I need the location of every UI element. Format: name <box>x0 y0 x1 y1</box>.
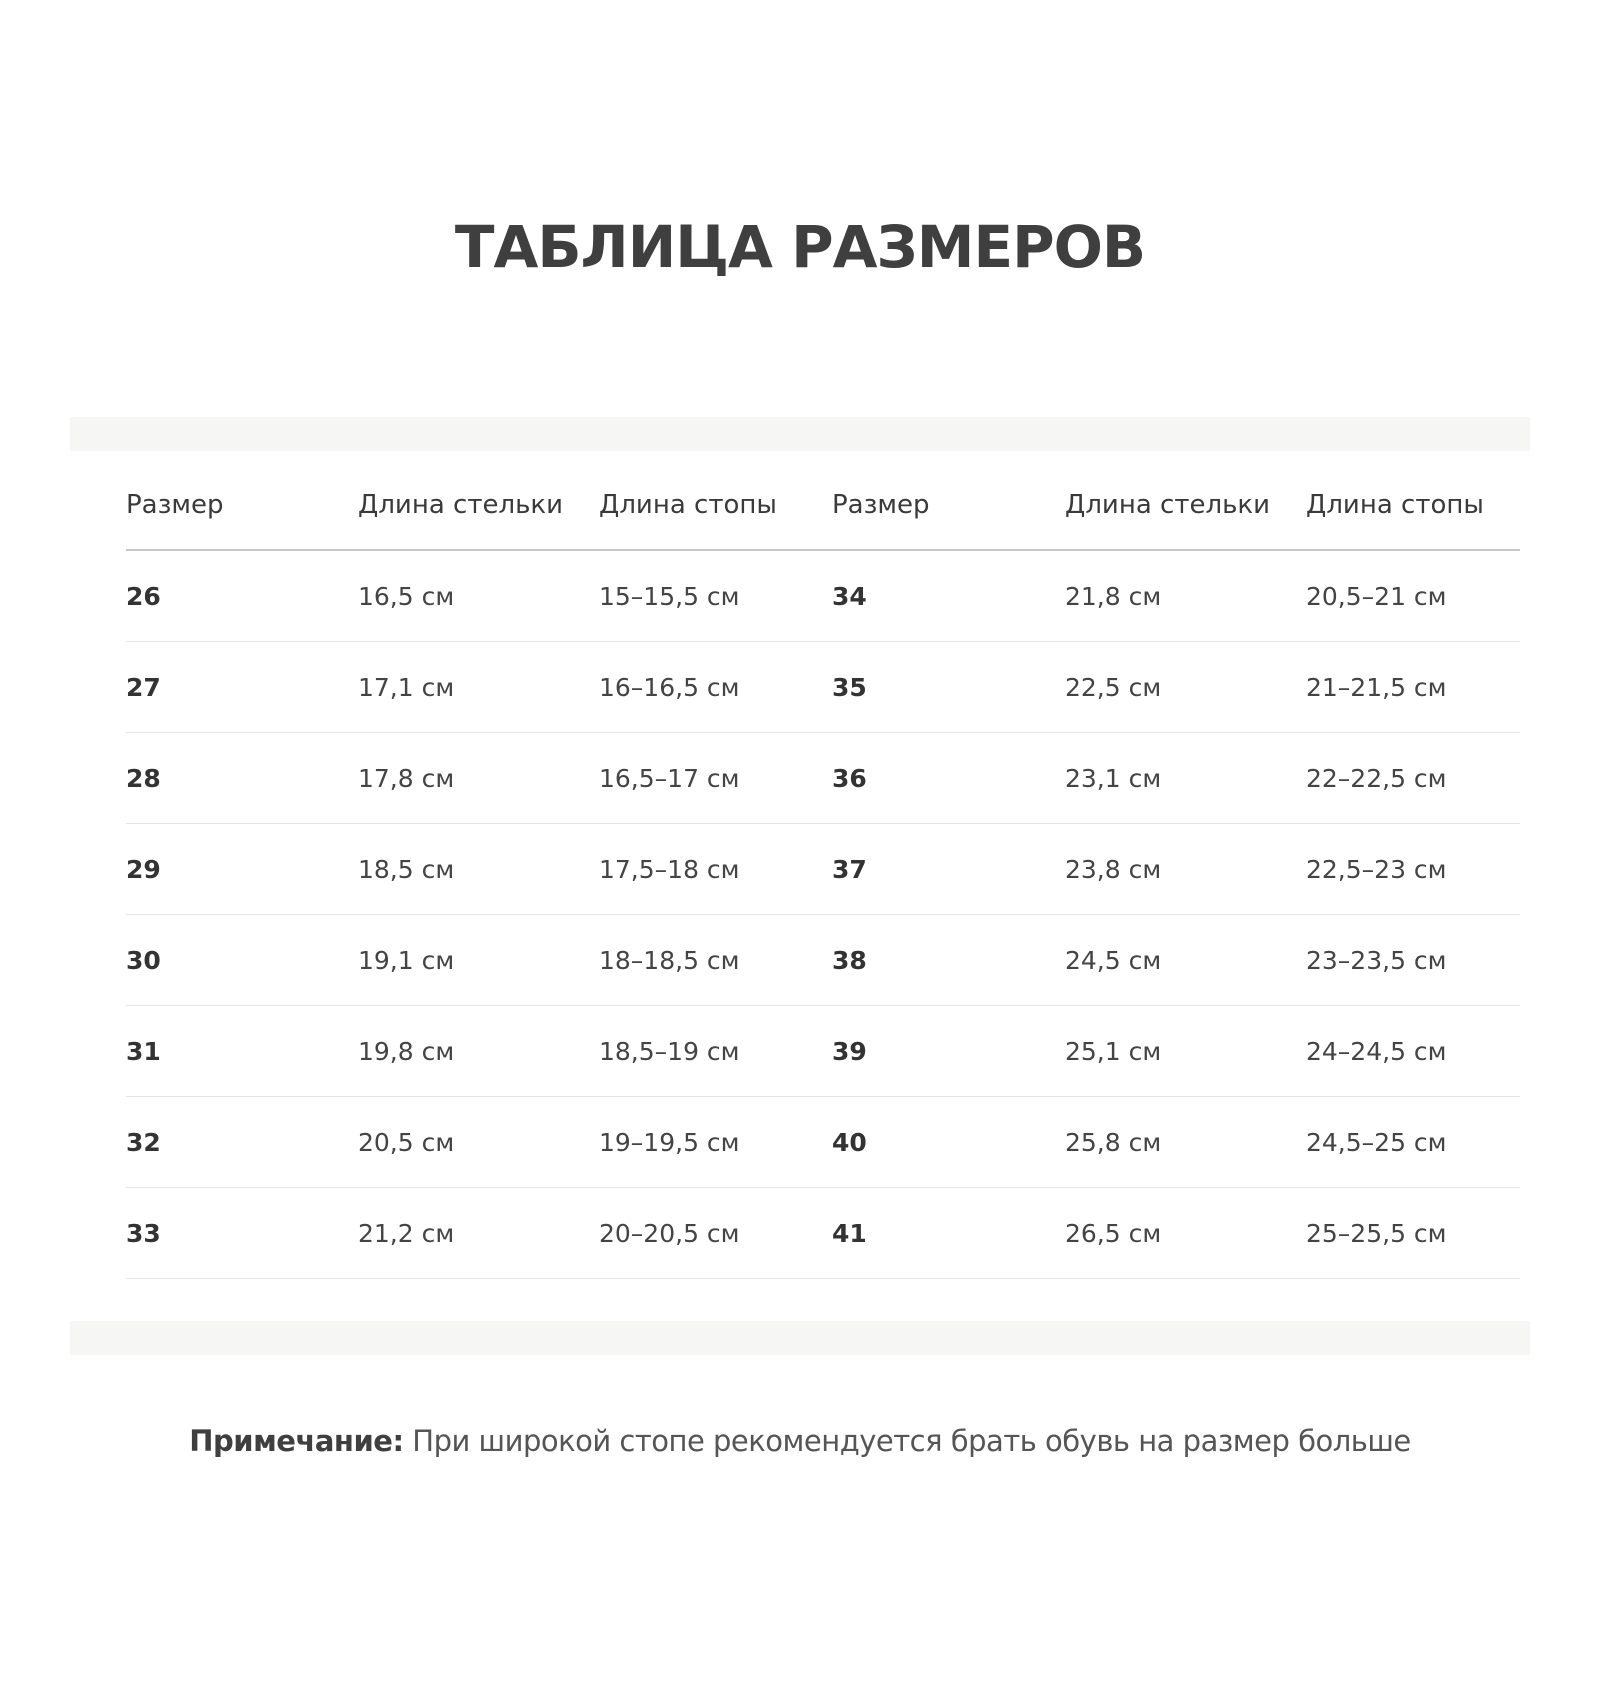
foot-length-cell: 15–15,5 см <box>599 550 832 642</box>
foot-length-cell: 25–25,5 см <box>1306 1188 1520 1279</box>
page-title: ТАБЛИЦА РАЗМЕРОВ <box>454 213 1146 281</box>
size-cell: 31 <box>126 1006 358 1097</box>
insole-length-cell: 23,8 см <box>1065 824 1306 915</box>
header-insole-length-right: Длина стельки <box>1065 460 1306 550</box>
insole-length-cell: 16,5 см <box>358 550 599 642</box>
header-size-right: Размер <box>832 460 1065 550</box>
foot-length-cell: 24,5–25 см <box>1306 1097 1520 1188</box>
foot-length-cell: 17,5–18 см <box>599 824 832 915</box>
foot-length-cell: 16,5–17 см <box>599 733 832 824</box>
size-cell: 35 <box>832 642 1065 733</box>
table-row <box>126 642 1520 733</box>
size-cell: 34 <box>832 550 1065 642</box>
table-row <box>126 915 1520 1006</box>
size-cell: 32 <box>126 1097 358 1188</box>
size-cell: 41 <box>832 1188 1065 1279</box>
table-row <box>126 824 1520 915</box>
insole-length-cell: 21,8 см <box>1065 550 1306 642</box>
size-cell: 39 <box>832 1006 1065 1097</box>
insole-length-cell: 17,8 см <box>358 733 599 824</box>
size-cell: 30 <box>126 915 358 1006</box>
foot-length-cell: 18,5–19 см <box>599 1006 832 1097</box>
table-row <box>126 1097 1520 1188</box>
insole-length-cell: 17,1 см <box>358 642 599 733</box>
table-row <box>126 1006 1520 1097</box>
size-cell: 28 <box>126 733 358 824</box>
size-cell: 29 <box>126 824 358 915</box>
table-top-band <box>70 417 1530 451</box>
header-foot-length-right: Длина стопы <box>1306 460 1520 550</box>
header-insole-length-left: Длина стельки <box>358 460 599 550</box>
size-cell: 26 <box>126 550 358 642</box>
foot-length-cell: 23–23,5 см <box>1306 915 1520 1006</box>
foot-length-cell: 22,5–23 см <box>1306 824 1520 915</box>
size-table <box>126 460 1520 1279</box>
insole-length-cell: 22,5 см <box>1065 642 1306 733</box>
table-bottom-band <box>70 1321 1530 1355</box>
size-cell: 27 <box>126 642 358 733</box>
insole-length-cell: 23,1 см <box>1065 733 1306 824</box>
size-cell: 37 <box>832 824 1065 915</box>
table-row <box>126 550 1520 642</box>
header-size-left: Размер <box>126 460 358 550</box>
foot-length-cell: 19–19,5 см <box>599 1097 832 1188</box>
insole-length-cell: 21,2 см <box>358 1188 599 1279</box>
footnote <box>0 1424 1600 1458</box>
foot-length-cell: 18–18,5 см <box>599 915 832 1006</box>
table-row <box>126 1188 1520 1279</box>
size-cell: 36 <box>832 733 1065 824</box>
table-row <box>126 733 1520 824</box>
footnote-label: Примечание: <box>189 1424 404 1458</box>
insole-length-cell: 20,5 см <box>358 1097 599 1188</box>
foot-length-cell: 20,5–21 см <box>1306 550 1520 642</box>
insole-length-cell: 25,1 см <box>1065 1006 1306 1097</box>
table-header-row <box>126 460 1520 550</box>
insole-length-cell: 25,8 см <box>1065 1097 1306 1188</box>
insole-length-cell: 18,5 см <box>358 824 599 915</box>
foot-length-cell: 20–20,5 см <box>599 1188 832 1279</box>
size-cell: 40 <box>832 1097 1065 1188</box>
foot-length-cell: 16–16,5 см <box>599 642 832 733</box>
foot-length-cell: 22–22,5 см <box>1306 733 1520 824</box>
size-cell: 38 <box>832 915 1065 1006</box>
header-foot-length-left: Длина стопы <box>599 460 832 550</box>
insole-length-cell: 19,8 см <box>358 1006 599 1097</box>
foot-length-cell: 24–24,5 см <box>1306 1006 1520 1097</box>
foot-length-cell: 21–21,5 см <box>1306 642 1520 733</box>
footnote-text: При широкой стопе рекомендуется брать обувь на размер больше <box>403 1424 1411 1458</box>
insole-length-cell: 19,1 см <box>358 915 599 1006</box>
size-cell: 33 <box>126 1188 358 1279</box>
insole-length-cell: 24,5 см <box>1065 915 1306 1006</box>
insole-length-cell: 26,5 см <box>1065 1188 1306 1279</box>
